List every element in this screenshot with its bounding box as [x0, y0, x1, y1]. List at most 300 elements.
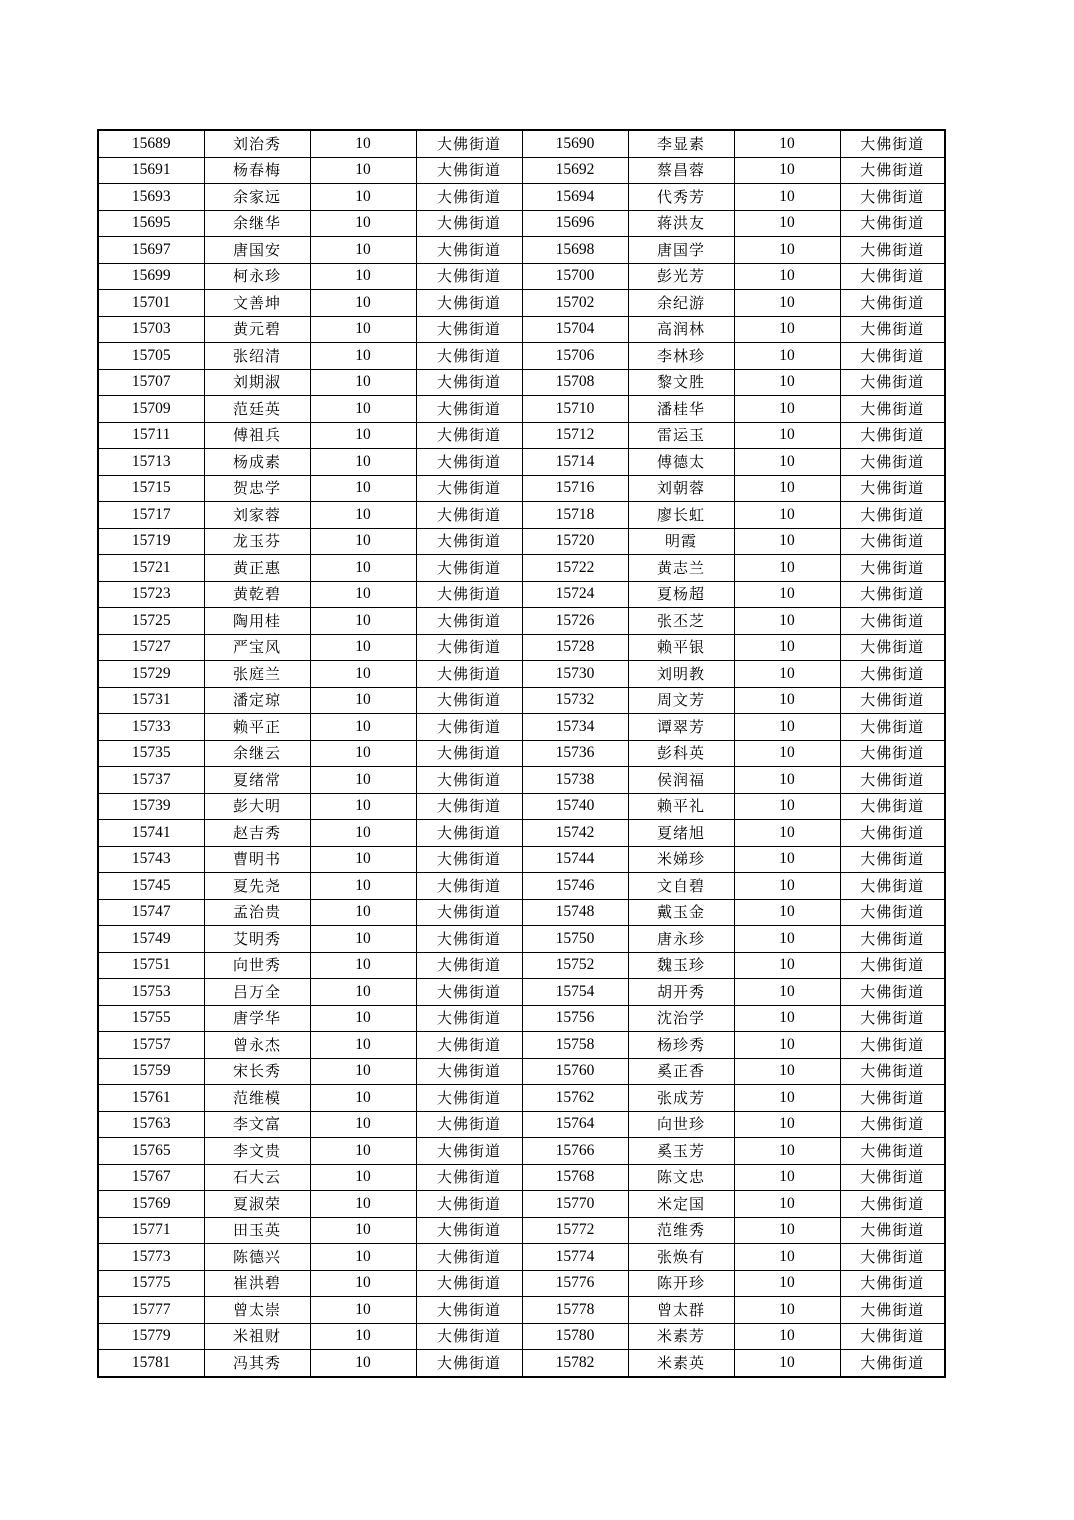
right-count-cell: 10 — [734, 449, 840, 476]
left-name-cell: 黄乾碧 — [204, 581, 310, 608]
left-area-cell: 大佛街道 — [416, 210, 522, 237]
table-row — [98, 899, 945, 926]
table-row — [98, 1323, 945, 1350]
left-name-cell: 李文富 — [204, 1111, 310, 1138]
right-area-cell: 大佛街道 — [840, 1005, 945, 1032]
right-name-cell: 蒋洪友 — [628, 210, 734, 237]
left-area-cell: 大佛街道 — [416, 290, 522, 317]
left-area-cell: 大佛街道 — [416, 1005, 522, 1032]
left-count-cell: 10 — [310, 1191, 416, 1218]
right-name-cell: 米定国 — [628, 1191, 734, 1218]
left-name-cell: 孟治贵 — [204, 899, 310, 926]
left-count-cell: 10 — [310, 130, 416, 157]
left-count-cell: 10 — [310, 873, 416, 900]
right-name-cell: 范维秀 — [628, 1217, 734, 1244]
left-area-cell: 大佛街道 — [416, 475, 522, 502]
left-name-cell: 艾明秀 — [204, 926, 310, 953]
left-count-cell: 10 — [310, 608, 416, 635]
table-row — [98, 1111, 945, 1138]
right-count-cell: 10 — [734, 608, 840, 635]
table-row — [98, 926, 945, 953]
left-count-cell: 10 — [310, 369, 416, 396]
right-id-cell: 15728 — [522, 634, 628, 661]
right-area-cell: 大佛街道 — [840, 873, 945, 900]
right-id-cell: 15776 — [522, 1270, 628, 1297]
left-id-cell: 15707 — [98, 369, 204, 396]
right-area-cell: 大佛街道 — [840, 237, 945, 264]
left-id-cell: 15725 — [98, 608, 204, 635]
right-area-cell: 大佛街道 — [840, 767, 945, 794]
left-area-cell: 大佛街道 — [416, 528, 522, 555]
left-count-cell: 10 — [310, 926, 416, 953]
left-count-cell: 10 — [310, 952, 416, 979]
right-area-cell: 大佛街道 — [840, 687, 945, 714]
right-name-cell: 赖平礼 — [628, 793, 734, 820]
table-row — [98, 608, 945, 635]
right-id-cell: 15782 — [522, 1350, 628, 1377]
right-id-cell: 15704 — [522, 316, 628, 343]
right-id-cell: 15748 — [522, 899, 628, 926]
right-area-cell: 大佛街道 — [840, 1191, 945, 1218]
left-area-cell: 大佛街道 — [416, 263, 522, 290]
right-area-cell: 大佛街道 — [840, 1350, 945, 1377]
left-name-cell: 冯其秀 — [204, 1350, 310, 1377]
table-row — [98, 1058, 945, 1085]
left-count-cell: 10 — [310, 210, 416, 237]
left-id-cell: 15747 — [98, 899, 204, 926]
right-name-cell: 唐永珍 — [628, 926, 734, 953]
right-area-cell: 大佛街道 — [840, 555, 945, 582]
table-row — [98, 634, 945, 661]
right-id-cell: 15720 — [522, 528, 628, 555]
left-name-cell: 杨春梅 — [204, 157, 310, 184]
right-count-cell: 10 — [734, 979, 840, 1006]
table-row — [98, 1191, 945, 1218]
left-id-cell: 15711 — [98, 422, 204, 449]
right-name-cell: 赖平银 — [628, 634, 734, 661]
right-id-cell: 15752 — [522, 952, 628, 979]
right-id-cell: 15750 — [522, 926, 628, 953]
left-id-cell: 15733 — [98, 714, 204, 741]
right-name-cell: 黄志兰 — [628, 555, 734, 582]
right-count-cell: 10 — [734, 846, 840, 873]
left-name-cell: 刘期淑 — [204, 369, 310, 396]
left-name-cell: 唐学华 — [204, 1005, 310, 1032]
right-area-cell: 大佛街道 — [840, 1138, 945, 1165]
left-id-cell: 15779 — [98, 1323, 204, 1350]
left-id-cell: 15695 — [98, 210, 204, 237]
right-count-cell: 10 — [734, 740, 840, 767]
right-area-cell: 大佛街道 — [840, 952, 945, 979]
right-id-cell: 15756 — [522, 1005, 628, 1032]
right-name-cell: 明霞 — [628, 528, 734, 555]
right-id-cell: 15706 — [522, 343, 628, 370]
left-name-cell: 夏绪常 — [204, 767, 310, 794]
left-count-cell: 10 — [310, 1350, 416, 1377]
table-row — [98, 157, 945, 184]
right-area-cell: 大佛街道 — [840, 740, 945, 767]
right-area-cell: 大佛街道 — [840, 926, 945, 953]
right-area-cell: 大佛街道 — [840, 157, 945, 184]
right-name-cell: 黎文胜 — [628, 369, 734, 396]
right-name-cell: 张成芳 — [628, 1085, 734, 1112]
left-area-cell: 大佛街道 — [416, 502, 522, 529]
left-count-cell: 10 — [310, 581, 416, 608]
left-name-cell: 范维模 — [204, 1085, 310, 1112]
table-row — [98, 793, 945, 820]
right-name-cell: 侯润福 — [628, 767, 734, 794]
right-id-cell: 15736 — [522, 740, 628, 767]
right-id-cell: 15754 — [522, 979, 628, 1006]
right-count-cell: 10 — [734, 767, 840, 794]
right-id-cell: 15746 — [522, 873, 628, 900]
right-name-cell: 米娣珍 — [628, 846, 734, 873]
right-count-cell: 10 — [734, 316, 840, 343]
left-id-cell: 15693 — [98, 184, 204, 211]
left-id-cell: 15719 — [98, 528, 204, 555]
left-count-cell: 10 — [310, 1005, 416, 1032]
right-id-cell: 15740 — [522, 793, 628, 820]
left-id-cell: 15763 — [98, 1111, 204, 1138]
right-count-cell: 10 — [734, 926, 840, 953]
left-area-cell: 大佛街道 — [416, 581, 522, 608]
left-area-cell: 大佛街道 — [416, 793, 522, 820]
right-name-cell: 陈开珍 — [628, 1270, 734, 1297]
right-count-cell: 10 — [734, 157, 840, 184]
left-id-cell: 15713 — [98, 449, 204, 476]
table-row — [98, 130, 945, 157]
table-row — [98, 952, 945, 979]
right-count-cell: 10 — [734, 422, 840, 449]
right-area-cell: 大佛街道 — [840, 714, 945, 741]
right-name-cell: 高润林 — [628, 316, 734, 343]
table-row — [98, 873, 945, 900]
left-area-cell: 大佛街道 — [416, 608, 522, 635]
right-area-cell: 大佛街道 — [840, 210, 945, 237]
left-count-cell: 10 — [310, 263, 416, 290]
right-count-cell: 10 — [734, 873, 840, 900]
left-name-cell: 吕万全 — [204, 979, 310, 1006]
right-count-cell: 10 — [734, 1164, 840, 1191]
left-area-cell: 大佛街道 — [416, 1244, 522, 1271]
right-area-cell: 大佛街道 — [840, 608, 945, 635]
left-area-cell: 大佛街道 — [416, 873, 522, 900]
left-area-cell: 大佛街道 — [416, 1270, 522, 1297]
left-id-cell: 15777 — [98, 1297, 204, 1324]
left-count-cell: 10 — [310, 979, 416, 1006]
left-area-cell: 大佛街道 — [416, 714, 522, 741]
table-row — [98, 740, 945, 767]
right-name-cell: 彭科英 — [628, 740, 734, 767]
left-name-cell: 赖平正 — [204, 714, 310, 741]
table-row — [98, 237, 945, 264]
left-name-cell: 米祖财 — [204, 1323, 310, 1350]
left-count-cell: 10 — [310, 687, 416, 714]
left-id-cell: 15697 — [98, 237, 204, 264]
left-count-cell: 10 — [310, 1111, 416, 1138]
right-area-cell: 大佛街道 — [840, 130, 945, 157]
right-id-cell: 15738 — [522, 767, 628, 794]
left-name-cell: 唐国安 — [204, 237, 310, 264]
right-area-cell: 大佛街道 — [840, 979, 945, 1006]
left-area-cell: 大佛街道 — [416, 661, 522, 688]
left-area-cell: 大佛街道 — [416, 449, 522, 476]
right-count-cell: 10 — [734, 502, 840, 529]
left-id-cell: 15771 — [98, 1217, 204, 1244]
left-id-cell: 15775 — [98, 1270, 204, 1297]
right-id-cell: 15714 — [522, 449, 628, 476]
left-count-cell: 10 — [310, 1085, 416, 1112]
table-row — [98, 1270, 945, 1297]
table-row — [98, 581, 945, 608]
left-name-cell: 刘家蓉 — [204, 502, 310, 529]
right-area-cell: 大佛街道 — [840, 661, 945, 688]
roster-table-body — [98, 130, 945, 1377]
left-count-cell: 10 — [310, 343, 416, 370]
left-count-cell: 10 — [310, 1138, 416, 1165]
table-row — [98, 1085, 945, 1112]
left-id-cell: 15699 — [98, 263, 204, 290]
right-count-cell: 10 — [734, 1323, 840, 1350]
left-count-cell: 10 — [310, 1217, 416, 1244]
right-area-cell: 大佛街道 — [840, 343, 945, 370]
right-count-cell: 10 — [734, 396, 840, 423]
left-name-cell: 黄正惠 — [204, 555, 310, 582]
right-id-cell: 15768 — [522, 1164, 628, 1191]
right-name-cell: 唐国学 — [628, 237, 734, 264]
left-name-cell: 余继云 — [204, 740, 310, 767]
right-id-cell: 15760 — [522, 1058, 628, 1085]
left-count-cell: 10 — [310, 767, 416, 794]
right-id-cell: 15692 — [522, 157, 628, 184]
right-area-cell: 大佛街道 — [840, 793, 945, 820]
left-count-cell: 10 — [310, 290, 416, 317]
right-area-cell: 大佛街道 — [840, 396, 945, 423]
right-name-cell: 陈文忠 — [628, 1164, 734, 1191]
table-row — [98, 979, 945, 1006]
right-count-cell: 10 — [734, 1270, 840, 1297]
right-count-cell: 10 — [734, 237, 840, 264]
left-count-cell: 10 — [310, 528, 416, 555]
left-id-cell: 15721 — [98, 555, 204, 582]
left-id-cell: 15709 — [98, 396, 204, 423]
left-name-cell: 张庭兰 — [204, 661, 310, 688]
right-count-cell: 10 — [734, 130, 840, 157]
right-count-cell: 10 — [734, 899, 840, 926]
right-name-cell: 廖长虹 — [628, 502, 734, 529]
right-area-cell: 大佛街道 — [840, 502, 945, 529]
left-id-cell: 15755 — [98, 1005, 204, 1032]
left-id-cell: 15773 — [98, 1244, 204, 1271]
table-row — [98, 714, 945, 741]
right-id-cell: 15694 — [522, 184, 628, 211]
right-id-cell: 15770 — [522, 1191, 628, 1218]
left-area-cell: 大佛街道 — [416, 820, 522, 847]
table-row — [98, 316, 945, 343]
left-count-cell: 10 — [310, 316, 416, 343]
left-area-cell: 大佛街道 — [416, 1191, 522, 1218]
left-name-cell: 陶用桂 — [204, 608, 310, 635]
right-count-cell: 10 — [734, 184, 840, 211]
right-id-cell: 15690 — [522, 130, 628, 157]
table-row — [98, 343, 945, 370]
left-area-cell: 大佛街道 — [416, 396, 522, 423]
table-row — [98, 767, 945, 794]
left-area-cell: 大佛街道 — [416, 1217, 522, 1244]
left-name-cell: 田玉英 — [204, 1217, 310, 1244]
right-area-cell: 大佛街道 — [840, 1297, 945, 1324]
right-area-cell: 大佛街道 — [840, 1323, 945, 1350]
right-id-cell: 15766 — [522, 1138, 628, 1165]
left-id-cell: 15723 — [98, 581, 204, 608]
right-name-cell: 李显素 — [628, 130, 734, 157]
right-name-cell: 周文芳 — [628, 687, 734, 714]
right-name-cell: 代秀芳 — [628, 184, 734, 211]
right-count-cell: 10 — [734, 1350, 840, 1377]
right-count-cell: 10 — [734, 555, 840, 582]
right-id-cell: 15710 — [522, 396, 628, 423]
right-name-cell: 杨珍秀 — [628, 1032, 734, 1059]
right-name-cell: 戴玉金 — [628, 899, 734, 926]
left-area-cell: 大佛街道 — [416, 157, 522, 184]
right-id-cell: 15724 — [522, 581, 628, 608]
left-name-cell: 赵吉秀 — [204, 820, 310, 847]
left-count-cell: 10 — [310, 502, 416, 529]
right-id-cell: 15744 — [522, 846, 628, 873]
left-area-cell: 大佛街道 — [416, 926, 522, 953]
left-area-cell: 大佛街道 — [416, 555, 522, 582]
left-count-cell: 10 — [310, 899, 416, 926]
right-name-cell: 沈治学 — [628, 1005, 734, 1032]
right-id-cell: 15700 — [522, 263, 628, 290]
left-count-cell: 10 — [310, 714, 416, 741]
table-row — [98, 1244, 945, 1271]
right-id-cell: 15774 — [522, 1244, 628, 1271]
left-id-cell: 15753 — [98, 979, 204, 1006]
right-count-cell: 10 — [734, 263, 840, 290]
left-id-cell: 15701 — [98, 290, 204, 317]
left-name-cell: 夏淑荣 — [204, 1191, 310, 1218]
right-area-cell: 大佛街道 — [840, 316, 945, 343]
right-id-cell: 15722 — [522, 555, 628, 582]
left-id-cell: 15757 — [98, 1032, 204, 1059]
table-row — [98, 1297, 945, 1324]
table-row — [98, 846, 945, 873]
left-name-cell: 夏先尧 — [204, 873, 310, 900]
left-count-cell: 10 — [310, 396, 416, 423]
right-area-cell: 大佛街道 — [840, 581, 945, 608]
left-count-cell: 10 — [310, 846, 416, 873]
right-count-cell: 10 — [734, 528, 840, 555]
left-name-cell: 曹明书 — [204, 846, 310, 873]
right-area-cell: 大佛街道 — [840, 528, 945, 555]
right-area-cell: 大佛街道 — [840, 369, 945, 396]
left-id-cell: 15729 — [98, 661, 204, 688]
left-name-cell: 龙玉芬 — [204, 528, 310, 555]
right-count-cell: 10 — [734, 1058, 840, 1085]
right-name-cell: 米素英 — [628, 1350, 734, 1377]
left-name-cell: 柯永珍 — [204, 263, 310, 290]
left-id-cell: 15765 — [98, 1138, 204, 1165]
right-count-cell: 10 — [734, 714, 840, 741]
table-row — [98, 1217, 945, 1244]
right-id-cell: 15762 — [522, 1085, 628, 1112]
left-name-cell: 杨成素 — [204, 449, 310, 476]
right-name-cell: 夏绪旭 — [628, 820, 734, 847]
left-id-cell: 15741 — [98, 820, 204, 847]
right-id-cell: 15758 — [522, 1032, 628, 1059]
table-row — [98, 449, 945, 476]
left-id-cell: 15761 — [98, 1085, 204, 1112]
left-id-cell: 15745 — [98, 873, 204, 900]
left-area-cell: 大佛街道 — [416, 1085, 522, 1112]
table-row — [98, 528, 945, 555]
left-area-cell: 大佛街道 — [416, 422, 522, 449]
right-area-cell: 大佛街道 — [840, 820, 945, 847]
table-row — [98, 820, 945, 847]
right-count-cell: 10 — [734, 793, 840, 820]
left-count-cell: 10 — [310, 1297, 416, 1324]
right-count-cell: 10 — [734, 1244, 840, 1271]
left-area-cell: 大佛街道 — [416, 1032, 522, 1059]
left-name-cell: 潘定琼 — [204, 687, 310, 714]
left-count-cell: 10 — [310, 661, 416, 688]
left-name-cell: 曾太崇 — [204, 1297, 310, 1324]
left-area-cell: 大佛街道 — [416, 979, 522, 1006]
left-count-cell: 10 — [310, 820, 416, 847]
right-count-cell: 10 — [734, 1297, 840, 1324]
right-count-cell: 10 — [734, 687, 840, 714]
table-row — [98, 422, 945, 449]
right-count-cell: 10 — [734, 581, 840, 608]
right-name-cell: 雷运玉 — [628, 422, 734, 449]
right-id-cell: 15718 — [522, 502, 628, 529]
left-area-cell: 大佛街道 — [416, 1350, 522, 1377]
left-name-cell: 文善坤 — [204, 290, 310, 317]
table-row — [98, 263, 945, 290]
right-name-cell: 潘桂华 — [628, 396, 734, 423]
left-id-cell: 15715 — [98, 475, 204, 502]
right-name-cell: 胡开秀 — [628, 979, 734, 1006]
left-area-cell: 大佛街道 — [416, 767, 522, 794]
left-area-cell: 大佛街道 — [416, 1058, 522, 1085]
left-name-cell: 陈德兴 — [204, 1244, 310, 1271]
table-row — [98, 290, 945, 317]
left-area-cell: 大佛街道 — [416, 740, 522, 767]
right-id-cell: 15698 — [522, 237, 628, 264]
left-name-cell: 傅祖兵 — [204, 422, 310, 449]
right-area-cell: 大佛街道 — [840, 899, 945, 926]
right-name-cell: 魏玉珍 — [628, 952, 734, 979]
right-area-cell: 大佛街道 — [840, 1032, 945, 1059]
table-row — [98, 396, 945, 423]
right-count-cell: 10 — [734, 1191, 840, 1218]
table-row — [98, 555, 945, 582]
right-area-cell: 大佛街道 — [840, 1217, 945, 1244]
left-id-cell: 15769 — [98, 1191, 204, 1218]
left-id-cell: 15727 — [98, 634, 204, 661]
right-id-cell: 15702 — [522, 290, 628, 317]
table-row — [98, 687, 945, 714]
left-count-cell: 10 — [310, 184, 416, 211]
left-id-cell: 15703 — [98, 316, 204, 343]
left-area-cell: 大佛街道 — [416, 952, 522, 979]
right-id-cell: 15730 — [522, 661, 628, 688]
right-id-cell: 15732 — [522, 687, 628, 714]
right-count-cell: 10 — [734, 1085, 840, 1112]
right-count-cell: 10 — [734, 1138, 840, 1165]
left-area-cell: 大佛街道 — [416, 899, 522, 926]
